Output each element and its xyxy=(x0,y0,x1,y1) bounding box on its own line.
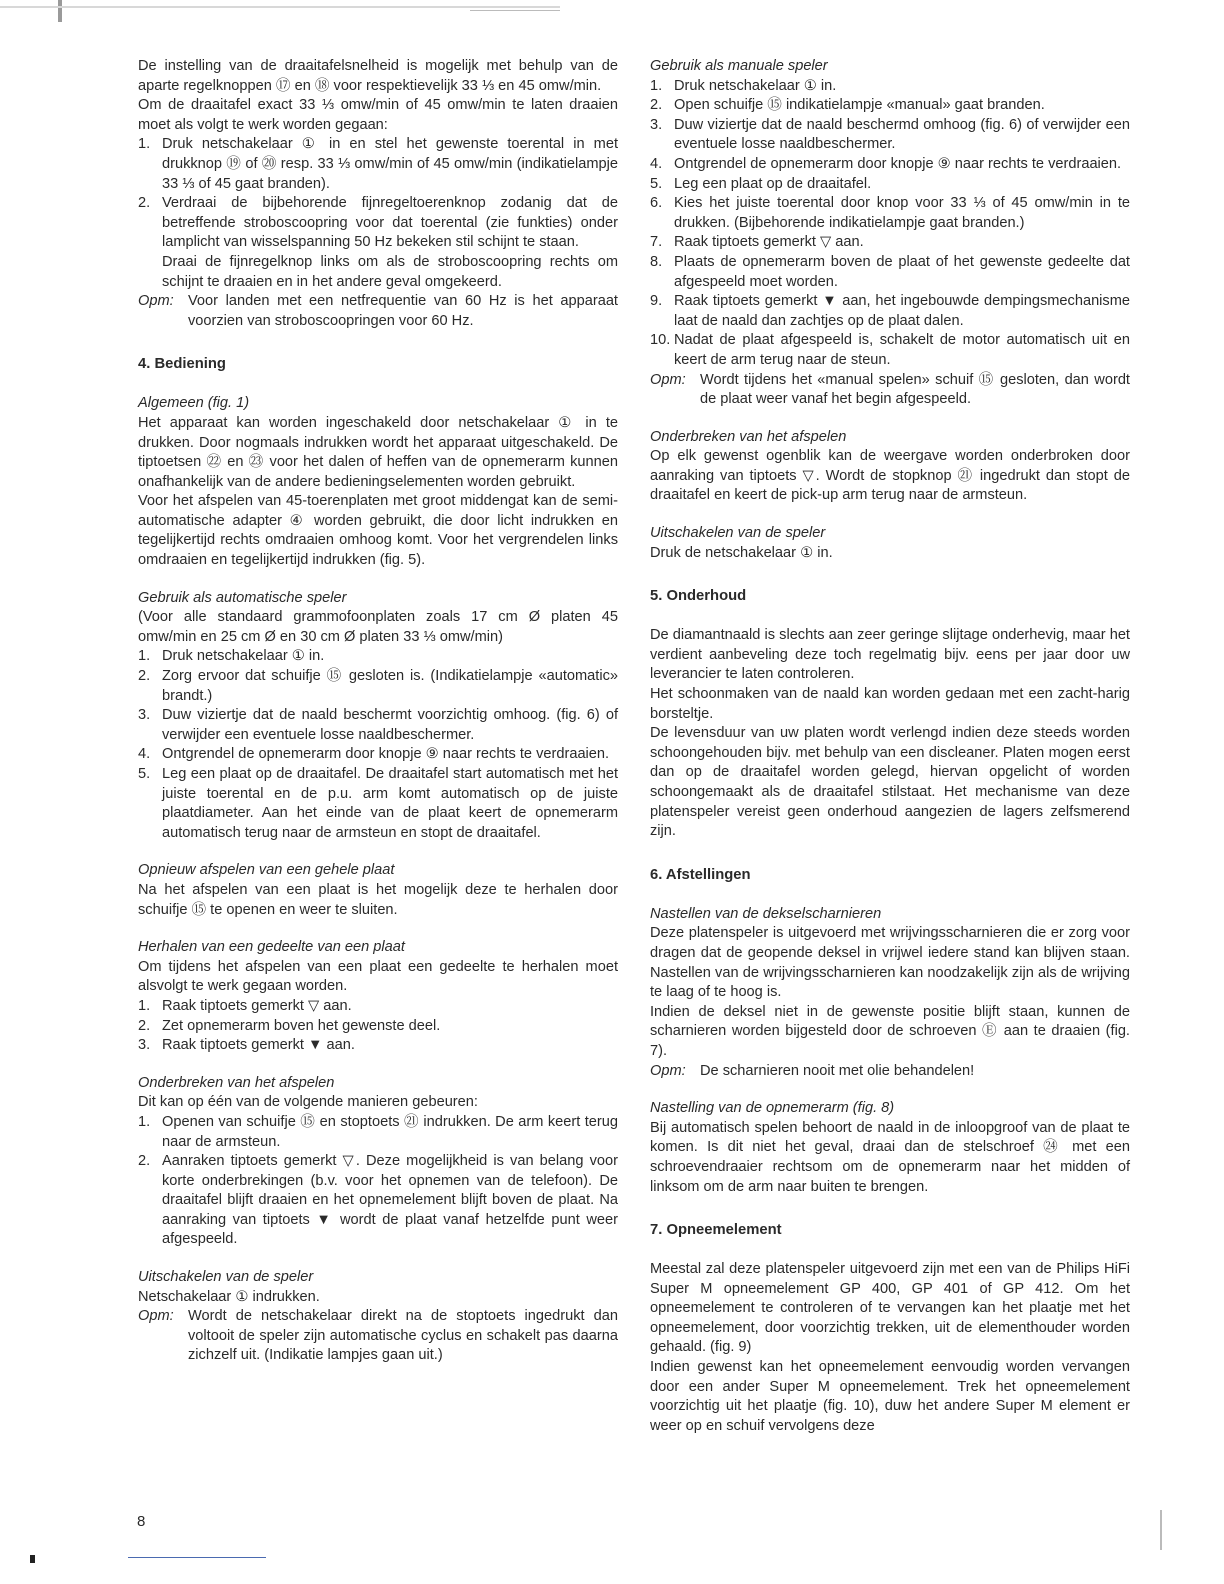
list-item: 7. Raak tiptoets gemerkt ▽ aan. xyxy=(650,234,864,251)
list-item: 2. Zorg ervoor dat schuifje ⑮ gesloten is. (Indikatielampje «automatic» brandt.) xyxy=(138,668,618,704)
switch-off-note: Opm: Wordt de netschakelaar direkt na de stoptoets ingedrukt dan voltooit de speler zijn automatische cyclus en schakelt pas daarna zichzelf uit. (Indikatie lampjes gaan uit.) xyxy=(138,1308,618,1364)
manual-steps-list xyxy=(650,77,1130,371)
section-4-heading: 4. Bediening xyxy=(138,356,226,373)
switch-off-heading: Uitschakelen van de speler xyxy=(138,1269,314,1286)
manual-player-heading: Gebruik als manuale speler xyxy=(650,58,828,74)
interrupt-steps-list xyxy=(138,1113,618,1250)
list-item: 8. Plaats de opnemerarm boven de plaat of het gewenste gedeelte dat afgespeeld moet worden. xyxy=(650,253,1130,290)
algemeen-paragraph-2: Voor het afspelen van 45-toerenplaten met groot middengat kan de semi-automatische adapter ④ worden gebruikt, die door licht indrukken en tegelijkertijd rechts omdraaien omhoog komt. Voor het vergrendelen links omdraaien en tegelijkertijd indrukken (fig. 5). xyxy=(138,493,618,569)
interrupt-heading-right: Onderbreken van het afspelen xyxy=(650,428,847,445)
list-item: 4. Ontgrendel de opnemerarm door knopje ⑨ naar rechts te verdraaien. xyxy=(650,155,1122,172)
algemeen-heading: Algemeen (fig. 1) xyxy=(138,395,250,412)
interrupt-paragraph: Dit kan op één van de volgende manieren gebeuren: xyxy=(138,1094,478,1111)
list-item: 3. Raak tiptoets gemerkt ▼ aan. xyxy=(138,1037,355,1054)
list-item: 3. Duw viziertje dat de naald beschermt voorzichtig omhoog. (fig. 6) of verwijder een eventuele losse naaldbeschermer. xyxy=(138,707,618,743)
list-item: 5. Leg een plaat op de draaitafel. De draaitafel start automatisch met het juiste toerental en de p.u. arm komt automatisch op de juiste plaatdiameter. Aan het einde van de plaat keert de opnemerarm automatisch terug naar de armsteun en stopt de draaitafel. xyxy=(138,766,618,841)
page-number: 8 xyxy=(137,1513,146,1530)
list-item: 1. Druk netschakelaar ① in. xyxy=(650,77,837,94)
list-item: 2. Open schuifje ⑮ indikatielampje «manual» gaat branden. xyxy=(650,97,1045,114)
replay-heading: Opnieuw afspelen van een gehele plaat xyxy=(138,862,395,879)
switch-off-paragraph-right: Druk de netschakelaar ① in. xyxy=(650,544,833,561)
scan-edge-line-2 xyxy=(470,10,560,11)
list-item: 5. Leg een plaat op de draaitafel. xyxy=(650,175,872,192)
scan-mark xyxy=(30,1555,35,1563)
replay-paragraph: Na het afspelen van een plaat is het mogelijk deze te herhalen door schuifje ⑮ te openen en weer te sluiten. xyxy=(138,881,618,918)
list-item: 9. Raak tiptoets gemerkt ▼ aan, het ingebouwde dempingsmechanisme laat de naald dan zachtjes op de plaat dalen. xyxy=(650,293,1130,329)
intro-steps-list xyxy=(138,135,618,292)
maintenance-paragraph-1: De diamantnaald is slechts aan zeer geringe slijtage onderhevig, maar het verdient aanbeveling deze toch regelmatig bijv. eens per jaar door uw leverancier te laten controleren. xyxy=(650,627,1130,683)
switch-off-paragraph: Netschakelaar ① indrukken. xyxy=(138,1288,320,1305)
hinge-adjust-paragraph-1: Deze platenspeler is uitgevoerd met wrijvingsscharnieren die er zorg voor dragen dat de geopende deksel in vrijwel iedere stand kan blijven staan. Nastellen van de wrijvingsscharnieren kan noodzakelijk zijn als de wrijving te laag of te hoog is. xyxy=(650,925,1130,1001)
automatic-player-intro: (Voor alle standaard grammofoonplaten zoals 17 cm Ø platen 45 omw/min en 25 cm Ø en 30 cm Ø platen 33 ⅓ omw/min) xyxy=(138,609,618,645)
list-item: 1. Raak tiptoets gemerkt ▽ aan. xyxy=(138,997,352,1014)
interrupt-heading: Onderbreken van het afspelen xyxy=(138,1074,335,1091)
cartridge-paragraph-2: Indien gewenst kan het opneemelement eenvoudig worden vervangen door een ander Super M opneemelement. Trek het opneemelement voorzichtig uit het plaatje (fig. 10), duw het andere Super M element er weer op en schuif vervolgens deze xyxy=(650,1359,1130,1434)
interrupt-paragraph-right: Op elk gewenst ogenblik kan de weergave worden onderbroken door aanraking van tiptoets ▽. Wordt de stopknop ㉑ ingedrukt dan stopt de draaitafel en keert de pick-up arm terug naar de armsteun. xyxy=(650,448,1130,504)
scan-edge-line xyxy=(0,6,560,8)
list-item: 1. Druk netschakelaar ① in en stel het gewenste toerental in met drukknop ⑲ of ⑳ resp. 33 ⅓ omw/min of 45 omw/min (indikatielampje 33 ⅓ of 45 gaat branden). xyxy=(138,136,618,192)
hinge-note: Opm: De scharnieren nooit met olie behandelen! xyxy=(650,1062,975,1079)
cartridge-paragraph-1: Meestal zal deze platenspeler uitgevoerd zijn met een van de Philips HiFi Super M opneemelement GP 400, GP 401 of GP 412. Om het opneemelement te controleren of te vervangen kan het plaatje met het opneemelement, door voorzichtig trekken, uit de elementhouder worden gehaald. (fig. 9) xyxy=(650,1261,1130,1356)
section-5-heading: 5. Onderhoud xyxy=(650,588,747,605)
switch-off-heading-right: Uitschakelen van de speler xyxy=(650,525,826,542)
hinge-adjust-paragraph-2: Indien de deksel niet in de gewenste positie blijft staan, kunnen de scharnieren worden bijgesteld door de schroeven Ⓔ aan te draaien (fig. 7). xyxy=(650,1003,1130,1059)
intro-paragraph-2: Om de draaitafel exact 33 ⅓ omw/min of 45 omw/min te laten draaien moet als volgt te werk worden gegaan: xyxy=(138,97,618,133)
section-6-heading: 6. Afstellingen xyxy=(650,866,751,883)
bottom-rule xyxy=(128,1557,266,1558)
intro-step-2-extra: Draai de fijnregelknop links om als de stroboscoopring rechts om schijnt te draaien en in het andere geval omgekeerd. xyxy=(162,253,618,290)
manual-note: Opm: Wordt tijdens het «manual spelen» schuif ⑮ gesloten, dan wordt de plaat weer vanaf het begin afgespeeld. xyxy=(650,371,1130,408)
intro-note: Opm: Voor landen met een netfrequentie van 60 Hz is het apparaat voorzien van stroboscoopringen voor 60 Hz. xyxy=(138,293,618,329)
algemeen-paragraph-1: Het apparaat kan worden ingeschakeld door netschakelaar ① in te drukken. Door nogmaals indrukken wordt het apparaat uitgeschakeld. De tiptoetsen ㉒ en ㉓ voor het dalen of heffen van de opnemerarm kunnen onafhankelijk van de andere bedieningselementen worden gebruikt. xyxy=(138,414,618,490)
repeat-part-paragraph: Om tijdens het afspelen van een plaat een gedeelte te herhalen moet alsvolgt te werk gegaan worden. xyxy=(138,958,618,995)
intro-paragraph-1: De instelling van de draaitafelsnelheid is mogelijk met behulp van de aparte regelknoppen ⑰ en ⑱ voor respektievelijk 33 ⅓ en 45 omw/min. xyxy=(138,58,618,94)
repeat-part-heading: Herhalen van een gedeelte van een plaat xyxy=(138,939,405,956)
left-column xyxy=(138,57,618,1366)
list-item: 2. Verdraai de bijbehorende fijnregeltoerenknop zodanig dat de betreffende stroboscoopring voor dat toerental (zie funkties) onder lamplicht van wisselspanning 50 Hz bekeken stil schijnt te staan. Draai de fijnregelknop links om als de stroboscoopring rechts om schijnt te draaien en in het andere geval omgekeerd. xyxy=(138,195,618,290)
list-item: 2. Aanraken tiptoets gemerkt ▽. Deze mogelijkheid is van belang voor korte onderbrekingen (b.v. voor het opnemen van de telefoon). De draaitafel blijft draaien en het opnemelement blijft boven de plaat. Na aanraking van tiptoets ▼ wordt de plaat vanaf hetzelfde punt weer afgespeeld. xyxy=(138,1153,618,1248)
section-7-heading: 7. Opneemelement xyxy=(650,1222,782,1239)
list-item: 1. Druk netschakelaar ① in. xyxy=(138,648,325,665)
maintenance-paragraph-3: De levensduur van uw platen wordt verlengd indien deze steeds worden schoongehouden bijv. met behulp van een discleaner. Platen mogen eerst dan op de draaitafel worden gelegd, hiervan opgelicht of worden schoongemaakt als de draaitafel stilstaat. Het mechanisme van deze platenspeler vereist geen onderhoud aangezien de lagers zelfsmerend zijn. xyxy=(650,725,1130,840)
scan-corner-mark xyxy=(58,0,62,22)
right-column xyxy=(650,57,1130,1436)
list-item: 4. Ontgrendel de opnemerarm door knopje ⑨ naar rechts te verdraaien. xyxy=(138,746,610,763)
list-item: 10. Nadat de plaat afgespeeld is, schakelt de motor automatisch uit en keert de arm terug naar de steun. xyxy=(650,332,1130,368)
list-item: 2. Zet opnemerarm boven het gewenste deel. xyxy=(138,1017,441,1034)
maintenance-paragraph-2: Het schoonmaken van de naald kan worden gedaan met een zacht-harig borsteltje. xyxy=(650,686,1130,722)
hinge-adjust-heading: Nastellen van de dekselscharnieren xyxy=(650,905,882,922)
automatic-player-heading: Gebruik als automatische speler xyxy=(138,589,347,606)
list-item: 1. Openen van schuifje ⑮ en stoptoets ㉑ indrukken. De arm keert terug naar de armsteun. xyxy=(138,1113,618,1150)
list-item: 6. Kies het juiste toerental door knop voor 33 ⅓ of 45 omw/min in te drukken. (Bijbehorende indikatielampje gaat branden.) xyxy=(650,195,1130,231)
list-item: 3. Duw viziertje dat de naald beschermd omhoog (fig. 6) of verwijder een eventuele losse naaldbeschermer. xyxy=(650,116,1130,153)
tonearm-adjust-paragraph: Bij automatisch spelen behoort de naald in de inloopgroof van de plaat te komen. Is dit niet het geval, draai dan de stelschroef ㉔ met een schroevendraaier rechtsom om de opnemerarm naar het midden of linksom om de arm naar buiten te brengen. xyxy=(650,1119,1130,1195)
automatic-steps-list xyxy=(138,647,618,843)
scan-edge-mark xyxy=(1160,1510,1162,1550)
repeat-steps-list xyxy=(138,997,618,1056)
tonearm-adjust-heading: Nastelling van de opnemerarm (fig. 8) xyxy=(650,1100,895,1117)
